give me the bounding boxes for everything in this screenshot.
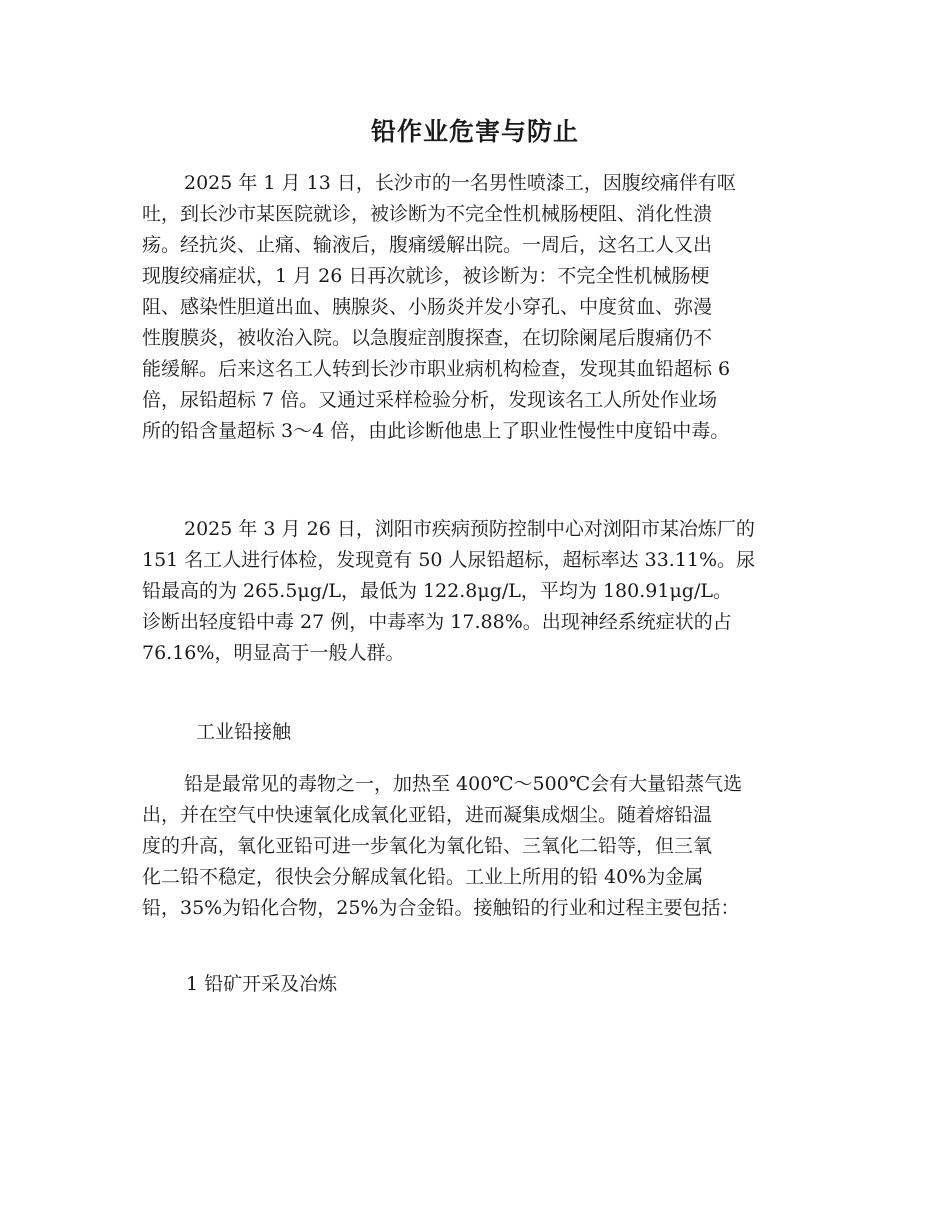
paragraph-line: 性腹膜炎，被收治入院。以急腹症剖腹探查，在切除阑尾后腹痛仍不 [142,327,713,349]
paragraph-line: 出，并在空气中快速氧化成氧化亚铅，进而凝集成烟尘。随着熔铅温 [142,804,713,826]
paragraph-line: 吐，到长沙市某医院就诊，被诊断为不完全性机械肠梗阻、消化性溃 [142,203,713,225]
paragraph-line: 诊断出轻度铅中毒 27 例，中毒率为 17.88%。出现神经系统症状的占 [142,611,732,633]
section-heading: 工业铅接触 [196,721,292,743]
list-item: 1 铅矿开采及冶炼 [186,973,338,995]
paragraph-line: 铅最高的为 265.5μg/L，最低为 122.8μg/L，平均为 180.91μg/L。 [142,580,732,602]
paragraph-line: 76.16%，明显高于一般人群。 [142,642,405,664]
paragraph-line: 疡。经抗炎、止痛、输液后，腹痛缓解出院。一周后，这名工人又出 [142,234,713,256]
paragraph-line: 化二铅不稳定，很快会分解成氧化铅。工业上所用的铅 40%为金属 [142,866,704,888]
paragraph-line: 现腹绞痛症状，1 月 26 日再次就诊，被诊断为：不完全性机械肠梗 [142,265,710,287]
paragraph-case-liuyang [142,514,810,669]
paragraph-case-changsha [142,168,810,447]
paragraph-industrial-lead [142,769,810,924]
paragraph-line: 倍，尿铅超标 7 倍。又通过采样检验分析，发现该名工人所处作业场 [142,389,718,411]
paragraph-line: 所的铅含量超标 3～4 倍，由此诊断他患上了职业性慢性中度铅中毒。 [142,420,730,442]
paragraph-line: 铅，35%为铅化合物，25%为合金铅。接触铅的行业和过程主要包括： [142,897,740,919]
paragraph-line: 能缓解。后来这名工人转到长沙市职业病机构检查，发现其血铅超标 6 [142,358,731,380]
paragraph-line: 度的升高，氧化亚铅可进一步氧化为氧化铅、三氧化二铅等，但三氧 [142,835,713,857]
paragraph-line: 铅是最常见的毒物之一，加热至 400℃～500℃会有大量铅蒸气选 [184,773,743,795]
paragraph-line: 阻、感染性胆道出血、胰腺炎、小肠炎并发小穿孔、中度贫血、弥漫 [142,296,713,318]
paragraph-line: 151 名工人进行体检，发现竟有 50 人尿铅超标，超标率达 33.11%。尿 [142,549,756,571]
paragraph-line: 2025 年 1 月 13 日，长沙市的一名男性喷漆工，因腹绞痛伴有呕 [184,172,736,194]
paragraph-line: 2025 年 3 月 26 日，浏阳市疾病预防控制中心对浏阳市某冶炼厂的 [184,518,755,540]
document-title: 铅作业危害与防止 [370,117,579,146]
